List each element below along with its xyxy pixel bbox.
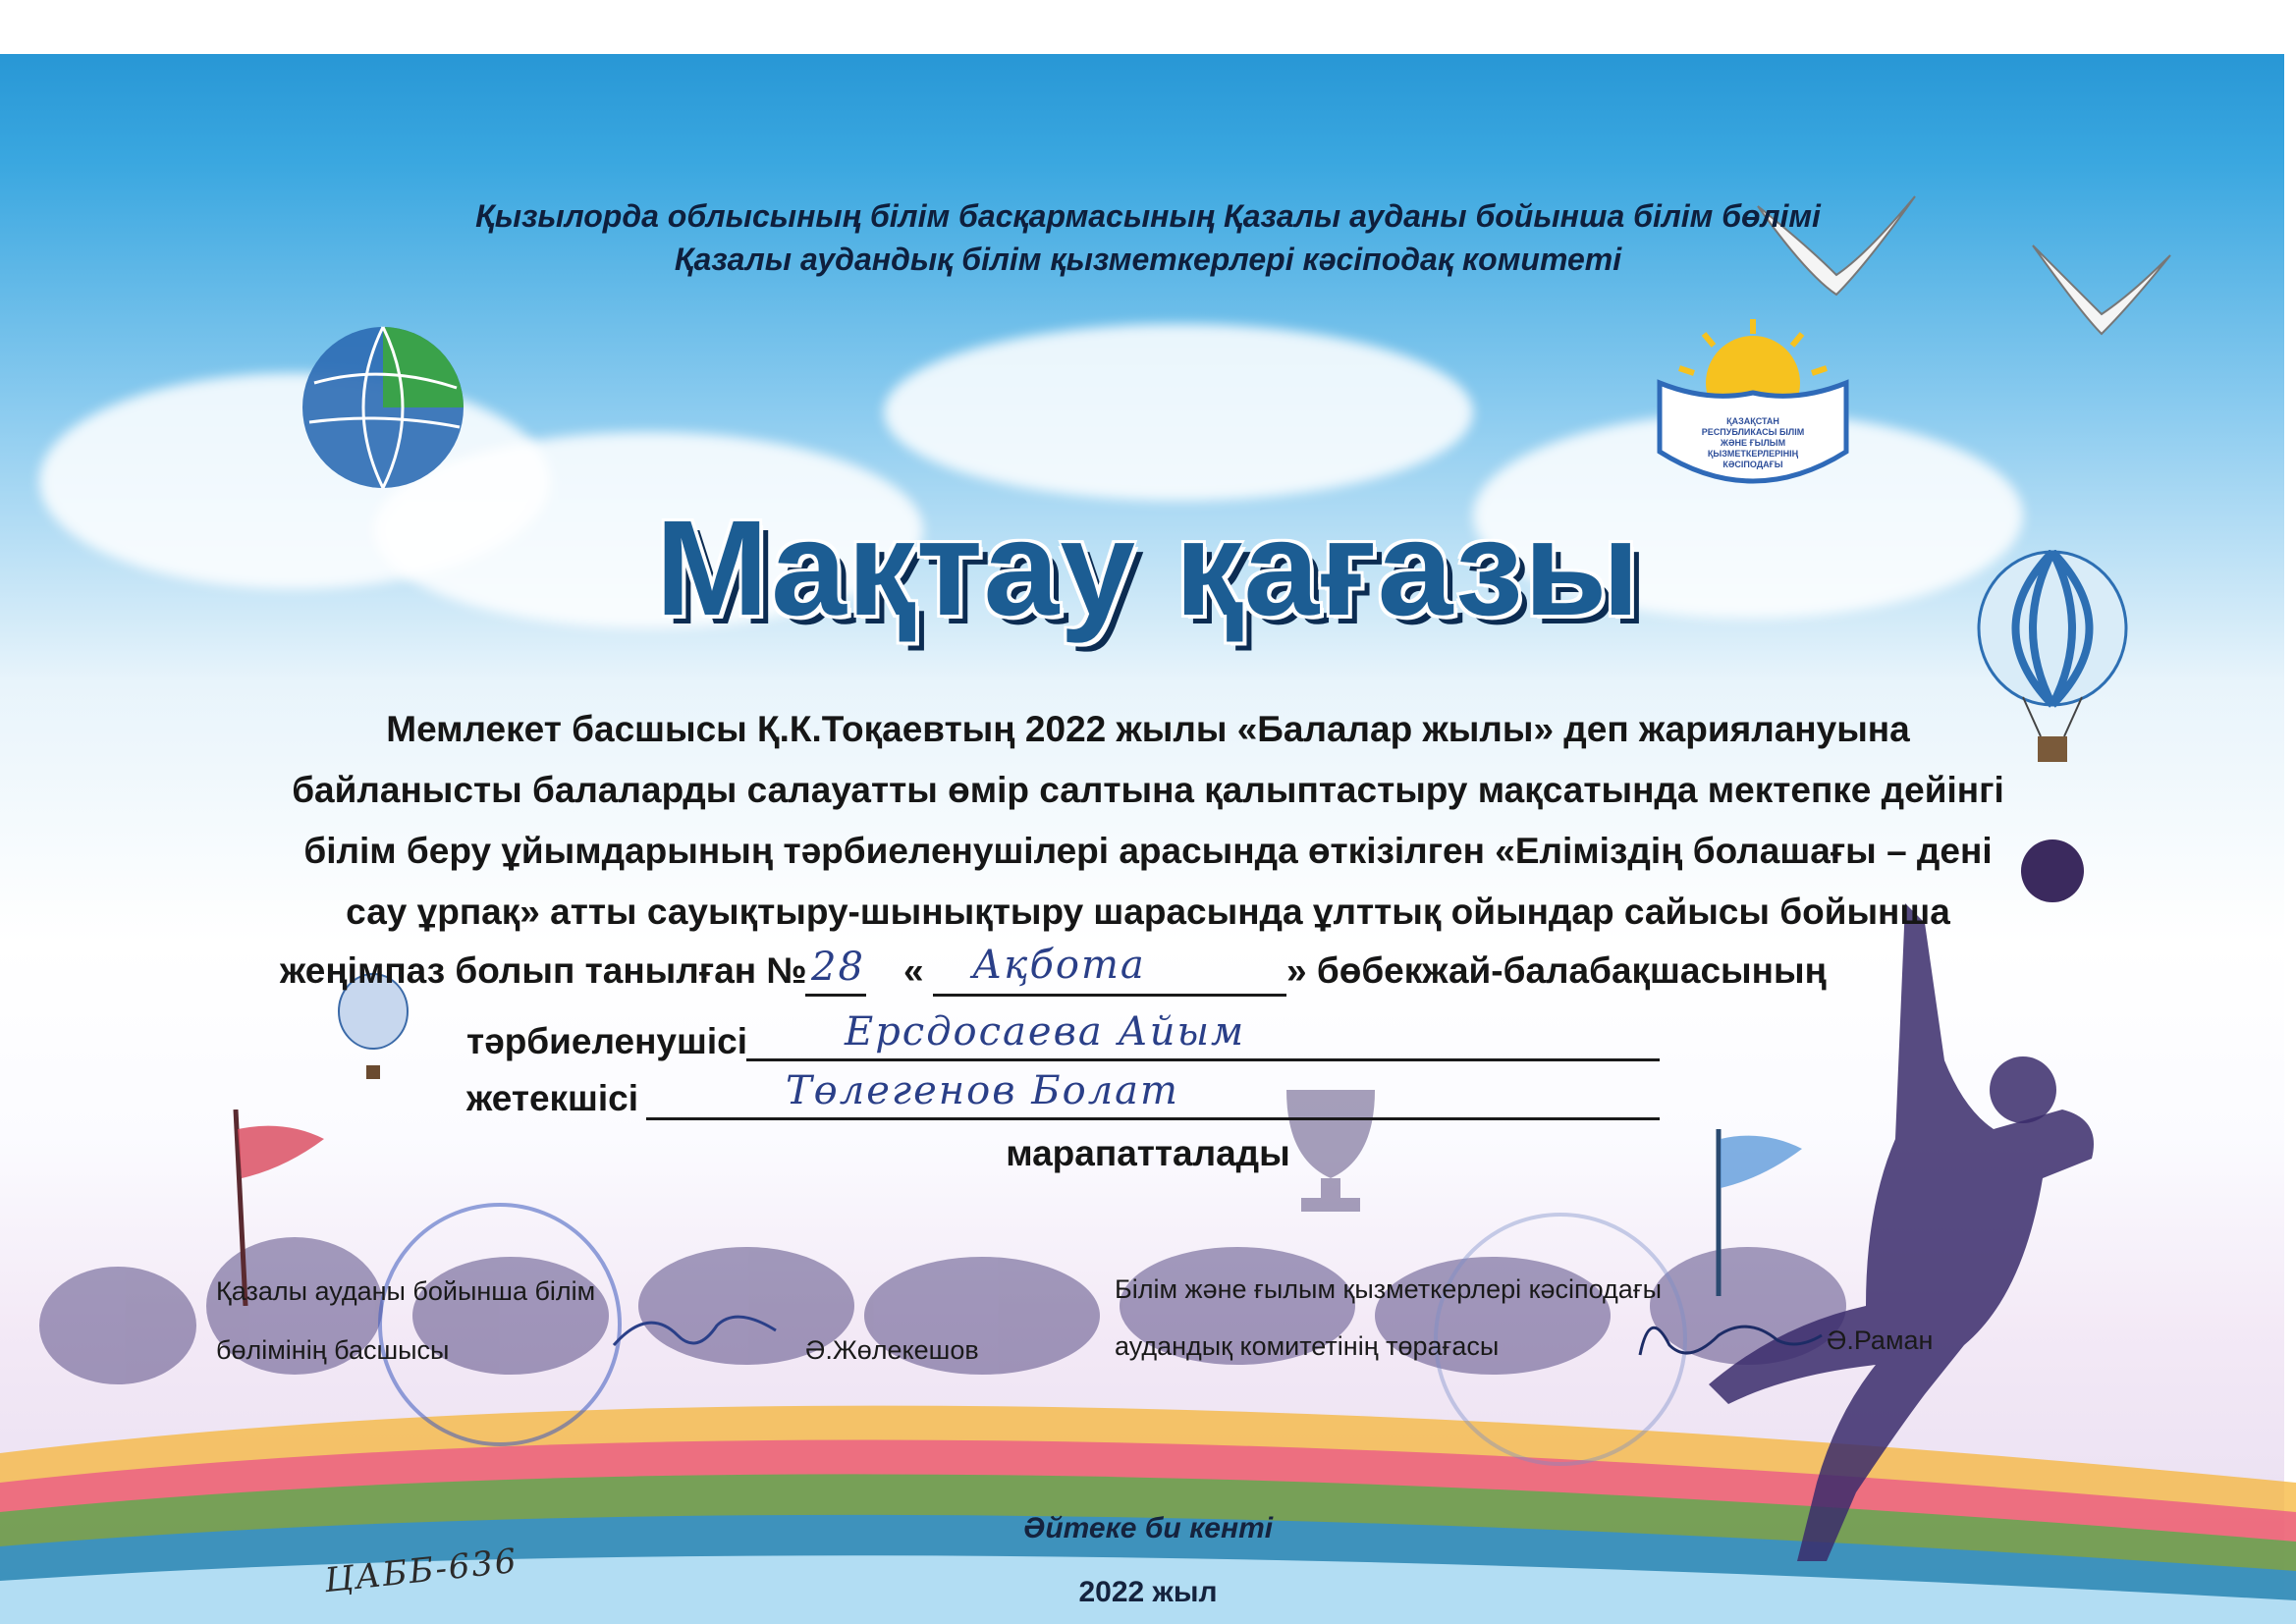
kindergarten-fill-line [933, 994, 1286, 997]
left-signatory-name: Ә.Жөлекешов [805, 1335, 979, 1365]
body-line-5-prefix: жеңімпаз болып танылған № [280, 950, 807, 991]
header-line-2: Қазалы аудандық білім қызметкерлері кәсіподақ комитеті [674, 242, 1622, 277]
left-signatory-title-1: Қазалы ауданы бойынша білім [216, 1276, 596, 1306]
certificate-title: Мақтау қағазы [655, 493, 1641, 644]
cloud [884, 324, 1473, 501]
body-line-3: білім беру ұйымдарының тәрбиеленушілері арасында өткізілген «Еліміздің болашағы – дені [303, 831, 1993, 871]
teachers-union-logo [1650, 314, 1856, 501]
handwritten-annotation: ЦАББ-636 [322, 1541, 520, 1601]
education-department-logo [285, 304, 481, 501]
body-line-5-suffix: » бөбекжай-балабақшасының [1286, 950, 1827, 991]
header-line-1: Қызылорда облысының білім басқармасының Қазалы ауданы бойынша білім бөлімі [475, 198, 1821, 234]
footer-year: 2022 жыл [1078, 1576, 1218, 1608]
leader-label: жетекшісі [466, 1078, 639, 1118]
handwritten-number: 28 [811, 945, 865, 990]
right-handwritten-signature [1630, 1296, 1827, 1375]
handwritten-leader: Төлегенов Болат [786, 1068, 1179, 1113]
footer-place: Әйтеке би кенті [1022, 1512, 1274, 1544]
body-line-4: сау ұрпақ» атты сауықтыру-шынықтыру шарасында ұлттық ойындар сайысы бойынша [346, 892, 1950, 932]
handwritten-pupil: Ерсдосаева Айым [845, 1009, 1246, 1055]
official-stamp-left [378, 1203, 622, 1446]
body-line-1: Мемлекет басшысы Қ.К.Тоқаевтың 2022 жылы «Балалар жылы» деп жариялануына [386, 709, 1910, 749]
awarded-text: марапатталады [1006, 1133, 1290, 1173]
number-fill-line [805, 994, 866, 997]
right-signatory-name: Ә.Раман [1827, 1326, 1934, 1355]
scan-margin [0, 0, 2296, 54]
left-handwritten-signature [609, 1296, 786, 1365]
left-signatory-title-2: бөлімінің басшысы [216, 1335, 450, 1365]
leader-fill-line [646, 1117, 1660, 1120]
body-line-2: байланысты балаларды салауатты өмір салтына қалыптастыру мақсатында мектепке дейінгі [292, 770, 2004, 810]
handwritten-kindergarten: Ақбота [972, 943, 1146, 988]
pupil-label: тәрбиеленушісі [466, 1021, 747, 1061]
right-signatory-title-1: Білім және ғылым қызметкерлері кәсіподағы [1115, 1274, 1663, 1304]
pupil-fill-line [746, 1058, 1660, 1061]
logo-right-text: ҚАЗАҚСТАН РЕСПУБЛИКАСЫ БІЛІМ ЖӘНЕ ҒЫЛЫМ ҚЫЗМЕТКЕРЛЕРІНІҢ КӘСІПОДАҒЫ [1701, 416, 1805, 469]
body-line-5-quote-open: « [903, 950, 924, 991]
right-signatory-title-2: аудандық комитетінің төрағасы [1115, 1331, 1500, 1361]
